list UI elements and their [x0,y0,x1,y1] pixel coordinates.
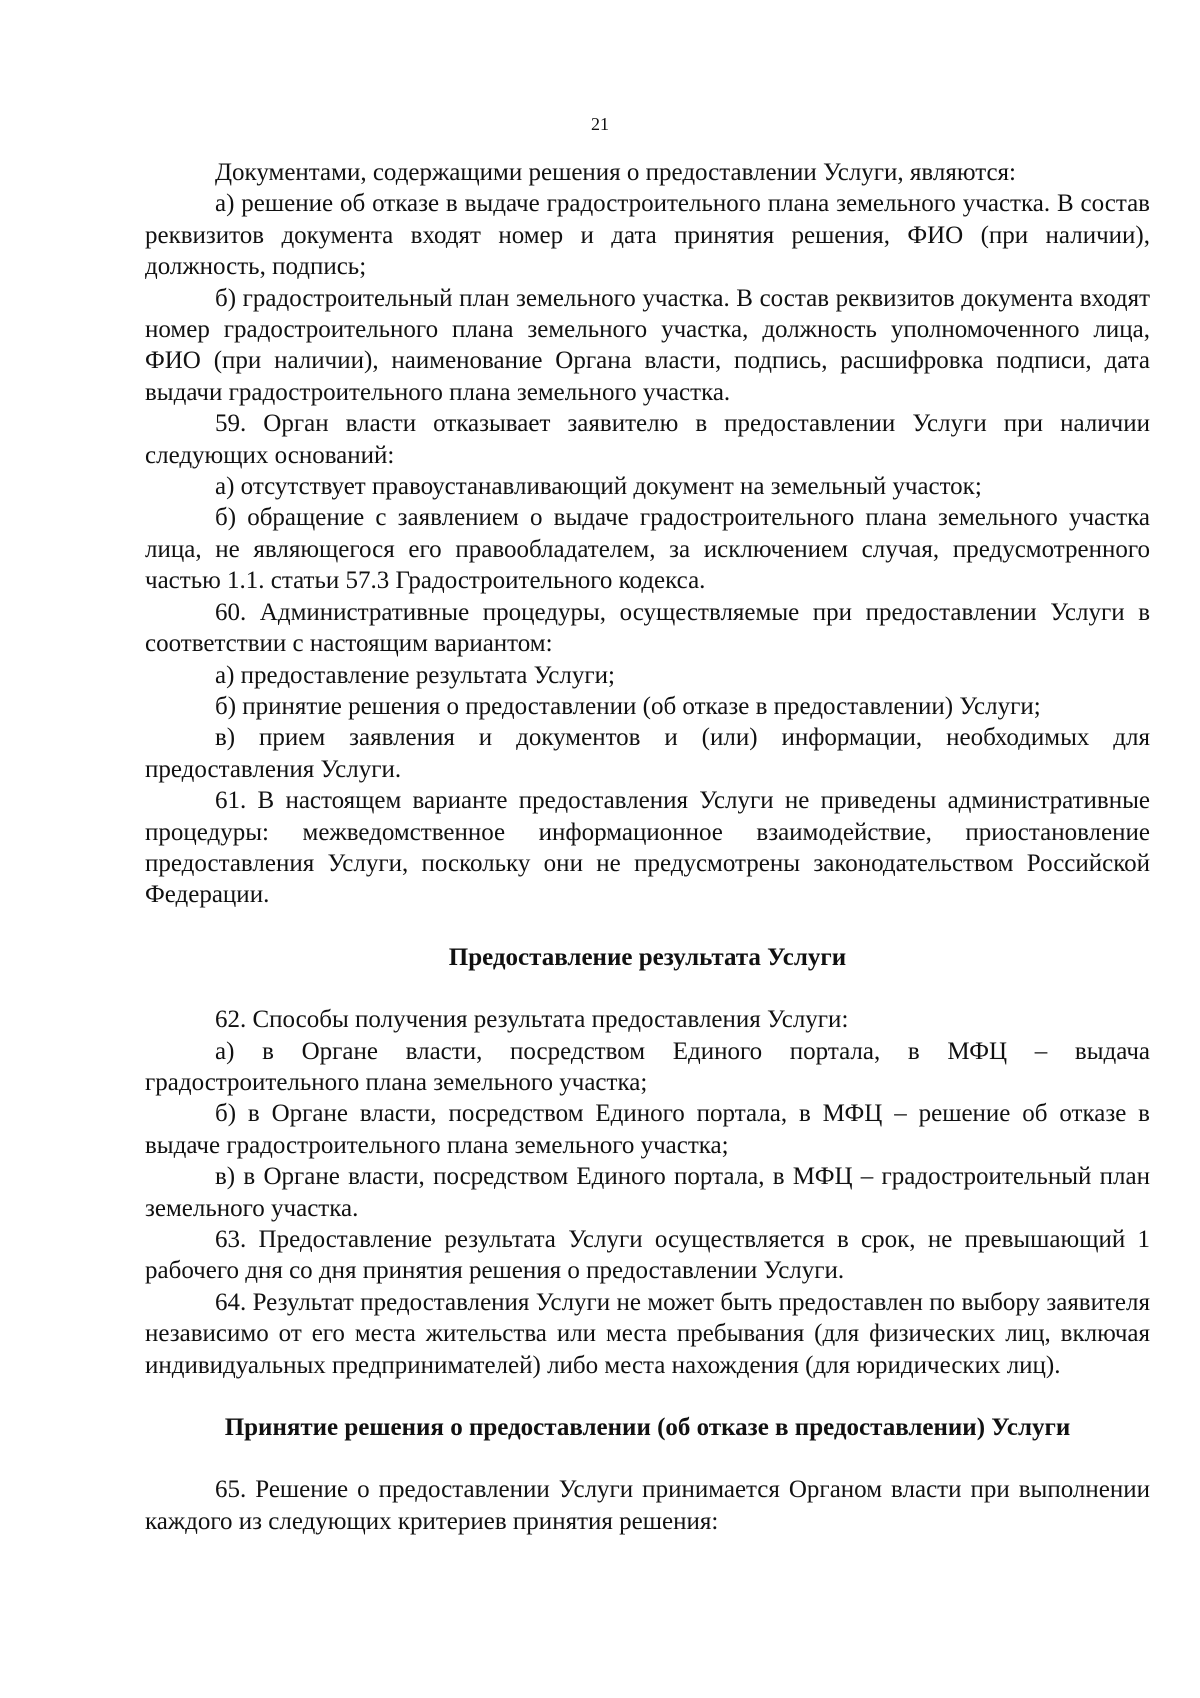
page-number: 21 [591,114,609,134]
paragraph: 63. Предоставление результата Услуги осуществляется в срок, не превышающий 1 рабочего дня со дня принятия решения о предоставлении Услуги. [145,1226,1150,1285]
paragraph: а) в Органе власти, посредством Единого портала, в МФЦ – выдача градостроительного плана земельного участка; [145,1037,1150,1096]
paragraph: 62. Способы получения результата предоставления Услуги: [215,1006,849,1034]
paragraph: 61. В настоящем варианте предоставления Услуги не приведены административные процедуры: межведомственное информационное взаимодействие, приостановление предоставления Услуги, поскольку они не предусмотрены законодательством Российской Федерации. [145,787,1150,909]
paragraph: 59. Орган власти отказывает заявителю в предоставлении Услуги при наличии следующих оснований: [145,410,1150,469]
paragraph: а) предоставление результата Услуги; [215,661,615,689]
section-heading: Предоставление результата Услуги [448,943,847,971]
paragraph: б) принятие решения о предоставлении (об отказе в предоставлении) Услуги; [215,692,1041,720]
paragraph: в) в Органе власти, посредством Единого портала, в МФЦ – градостроительный план земельного участка. [145,1163,1150,1222]
paragraph: а) решение об отказе в выдаче градостроительного плана земельного участка. В состав реквизитов документа входят номер и дата принятия решения, ФИО (при наличии), должность, подпись; [145,190,1150,281]
document-body [145,157,1150,1537]
spacer [145,973,1150,1004]
paragraph: 60. Административные процедуры, осуществляемые при предоставлении Услуги в соответствии с настоящим вариантом: [145,598,1150,658]
paragraph: б) градостроительный план земельного участка. В состав реквизитов документа входят номер градостроительного плана земельного участка, должность уполномоченного лица, ФИО (при наличии), наименование Органа власти, подпись, расшифровка подписи, дата выдачи градостроительного плана земельного участка. [145,284,1150,406]
paragraph: 64. Результат предоставления Услуги не может быть предоставлен по выбору заявителя независимо от его места жительства или места пребывания (для физических лиц, включая индивидуальных предпринимателей) либо места нахождения (для юридических лиц). [145,1288,1150,1379]
paragraph: б) обращение с заявлением о выдаче градостроительного плана земельного участка лица, не являющегося его правообладателем, за исключением случая, предусмотренного частью 1.1. статьи 57.3 Градостроительного кодекса. [145,504,1150,595]
section-heading: Принятие решения о предоставлении (об отказе в предоставлении) Услуги [224,1414,1071,1442]
spacer [145,911,1150,942]
paragraph: в) прием заявления и документов и (или) информации, необходимых для предоставления Услуги. [145,724,1150,783]
paragraph: б) в Органе власти, посредством Единого портала, в МФЦ – решение об отказе в выдаче градостроительного плана земельного участка; [145,1100,1150,1159]
paragraph: Документами, содержащими решения о предоставлении Услуги, являются: [215,159,1016,186]
paragraph: а) отсутствует правоустанавливающий документ на земельный участок; [215,473,982,501]
spacer [145,1443,1150,1474]
spacer [145,1381,1150,1412]
paragraph: 65. Решение о предоставлении Услуги принимается Органом власти при выполнении каждого из следующих критериев принятия решения: [145,1476,1150,1535]
